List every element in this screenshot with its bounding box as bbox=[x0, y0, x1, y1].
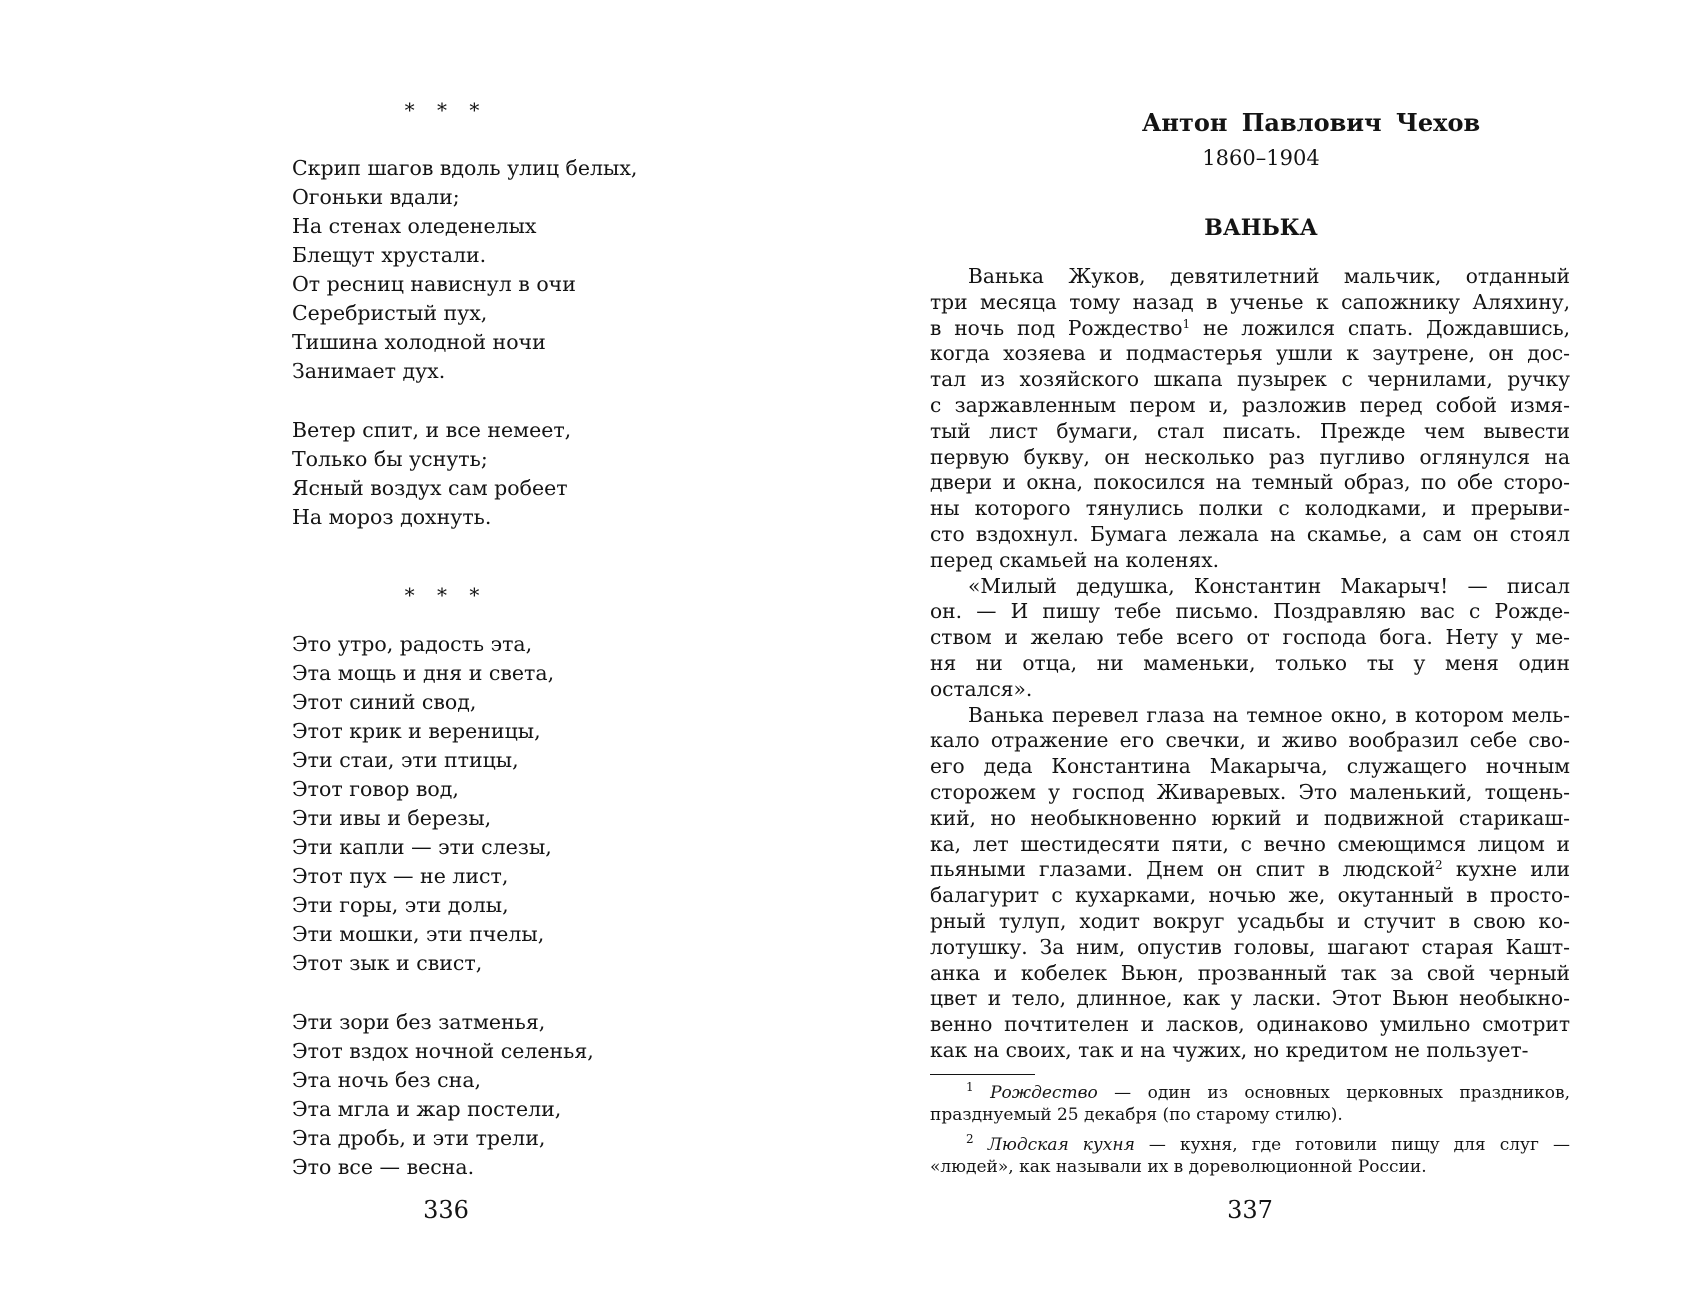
poem-line: Блещут хрустали. bbox=[292, 243, 487, 267]
text-line: как на своих, так и на чужих, но кредитом не пользует- bbox=[930, 1037, 1529, 1062]
footnote-term: Рождество bbox=[990, 1083, 1098, 1103]
footnote-text: — один из основных церковных праздников, bbox=[1097, 1083, 1570, 1103]
story-title: ВАНЬКА bbox=[1204, 215, 1318, 241]
text-line: анка и кобелек Вьюн, прозванный так за свой черный bbox=[930, 960, 1570, 985]
footnote-1 bbox=[930, 1082, 1570, 1126]
text-line: ны которого тянулись полки с колодками, и прерыви- bbox=[930, 496, 1570, 521]
poem-line: Эта мощь и дня и света, bbox=[292, 661, 555, 685]
text-line bbox=[930, 857, 1570, 883]
text-line bbox=[930, 316, 1570, 342]
poem-line: Этот синий свод, bbox=[292, 690, 477, 714]
poem-line: Серебристый пух, bbox=[292, 301, 488, 325]
poem-line: От ресниц нависнул в очи bbox=[292, 272, 576, 296]
footnote-reference[interactable]: 1 bbox=[1182, 316, 1191, 331]
text-line: когда хозяева и подмастерья ушли к заутрене, он дос- bbox=[930, 341, 1570, 366]
story-text bbox=[930, 264, 1570, 1064]
text-line: перед скамьей на коленях. bbox=[930, 547, 1220, 572]
footnote-line: празднуемый 25 декабря (по старому стилю). bbox=[930, 1105, 1343, 1125]
poem-line: Только бы уснуть; bbox=[292, 447, 488, 471]
page-number: 336 bbox=[423, 1196, 469, 1224]
text-line: тый лист бумаги, стал писать. Прежде чем вывести bbox=[930, 418, 1570, 443]
text-fragment: не ложился спать. Дождавшись, bbox=[1190, 315, 1571, 340]
text-line: Ванька Жуков, девятилетний мальчик, отданный bbox=[968, 264, 1570, 288]
poem-line: Эти зори без затменья, bbox=[292, 1010, 546, 1034]
text-fragment: пьяными глазами. Днем он спит в людской bbox=[930, 857, 1436, 882]
footnote-mark: 1 bbox=[966, 1080, 974, 1094]
footnote-reference[interactable]: 2 bbox=[1435, 858, 1443, 873]
footnote-2 bbox=[930, 1134, 1570, 1178]
footnote-rule bbox=[930, 1074, 1035, 1075]
poem-line: Занимает дух. bbox=[292, 359, 446, 383]
text-line: ка, лет шестидесяти пяти, с вечно смеющимся лицом и bbox=[930, 831, 1570, 856]
poem-line: Эта мгла и жар постели, bbox=[292, 1097, 562, 1121]
text-line: он. — И пишу тебе письмо. Поздравляю вас с Рожде- bbox=[930, 599, 1570, 624]
footnote-line: «людей», как называли их в дореволюционной России. bbox=[930, 1157, 1427, 1177]
poem-line: Эти капли — эти слезы, bbox=[292, 835, 552, 859]
poem-ornament: * * * bbox=[404, 583, 488, 607]
poem-line: Этот зык и свист, bbox=[292, 951, 483, 975]
poem-line: Ясный воздух сам робеет bbox=[292, 476, 568, 500]
footnote-text: — кухня, где готовили пищу для слуг — bbox=[1134, 1135, 1571, 1155]
text-line: ством и желаю тебе всего от господа бога. Нету у ме- bbox=[930, 625, 1570, 650]
poem-line: Эти стаи, эти птицы, bbox=[292, 748, 519, 772]
poem-line: Скрип шагов вдоль улиц белых, bbox=[292, 156, 638, 180]
poem-line: Эта ночь без сна, bbox=[292, 1068, 482, 1092]
author-years: 1860–1904 bbox=[1202, 146, 1320, 170]
text-line: лотушку. За ним, опустив головы, шагают старая Кашт- bbox=[930, 934, 1570, 959]
text-line: три месяца тому назад в ученье к сапожнику Аляхину, bbox=[930, 289, 1570, 314]
text-fragment: в ночь под Рождество bbox=[930, 315, 1183, 340]
poem-line: Тишина холодной ночи bbox=[292, 330, 546, 354]
footnote-term: Людская кухня bbox=[987, 1135, 1135, 1155]
text-line: кий, но необыкновенно юркий и подвижной старикаш- bbox=[930, 805, 1570, 830]
text-line: балагурит с кухарками, ночью же, окутанный в просто- bbox=[930, 883, 1570, 908]
text-line: ня ни отца, ни маменьки, только ты у меня один bbox=[930, 650, 1570, 675]
poem-line: На стенах оледенелых bbox=[292, 214, 537, 238]
poem-ornament: * * * bbox=[404, 98, 488, 122]
poem-line: Эти ивы и березы, bbox=[292, 806, 492, 830]
poem-line: Этот пух — не лист, bbox=[292, 864, 509, 888]
text-line: сторожем у господ Живаревых. Это маленький, тощень- bbox=[930, 779, 1570, 804]
poem-line: Этот вздох ночной селенья, bbox=[292, 1039, 594, 1063]
text-line: его деда Константина Макарыча, служащего ночным bbox=[930, 754, 1570, 779]
author-name: Антон Павлович Чехов bbox=[1141, 108, 1481, 137]
poem-line: Эта дробь, и эти трели, bbox=[292, 1126, 546, 1150]
text-line: «Милый дедушка, Константин Макарыч! — писал bbox=[968, 573, 1570, 598]
text-line: с заржавленным пером и, разложив перед собой измя- bbox=[930, 392, 1570, 417]
text-fragment: кухне или bbox=[1442, 857, 1570, 882]
poem-line: На мороз дохнуть. bbox=[292, 505, 492, 529]
text-line: Ванька перевел глаза на темное окно, в котором мель- bbox=[968, 702, 1570, 727]
text-line: тал из хозяйского шкапа пузырек с чернилами, ручку bbox=[930, 367, 1570, 392]
text-line: цвет и тело, длинное, как у ласки. Этот Вьюн необыкно- bbox=[930, 986, 1570, 1011]
poem-line: Этот крик и вереницы, bbox=[292, 719, 541, 743]
poem-line: Огоньки вдали; bbox=[292, 185, 460, 209]
poem-line: Это утро, радость эта, bbox=[292, 632, 533, 656]
text-line: остался». bbox=[930, 676, 1033, 701]
text-line: двери и окна, покосился на темный образ, по обе сторо- bbox=[930, 470, 1570, 495]
poem-line: Эти горы, эти долы, bbox=[292, 893, 509, 917]
footnote-mark: 2 bbox=[966, 1132, 974, 1146]
text-line: рный тулуп, ходит вокруг усадьбы и стучит в свою ко- bbox=[930, 908, 1570, 933]
page-number: 337 bbox=[1227, 1196, 1273, 1224]
poem-line: Это все — весна. bbox=[292, 1155, 475, 1179]
text-line: венно почтителен и ласков, одинаково умильно смотрит bbox=[930, 1012, 1570, 1037]
text-line: кало отражение его свечки, и живо вообразил себе сво- bbox=[930, 728, 1570, 753]
poem-line: Ветер спит, и все немеет, bbox=[292, 418, 572, 442]
footnote-line bbox=[930, 1134, 1570, 1156]
poem-line: Эти мошки, эти пчелы, bbox=[292, 922, 545, 946]
footnote-line bbox=[930, 1082, 1570, 1104]
text-line: сто вздохнул. Бумага лежала на скамье, а сам он стоял bbox=[930, 521, 1570, 546]
text-line: первую букву, он несколько раз пугливо оглянулся на bbox=[930, 444, 1570, 469]
poem-line: Этот говор вод, bbox=[292, 777, 459, 801]
